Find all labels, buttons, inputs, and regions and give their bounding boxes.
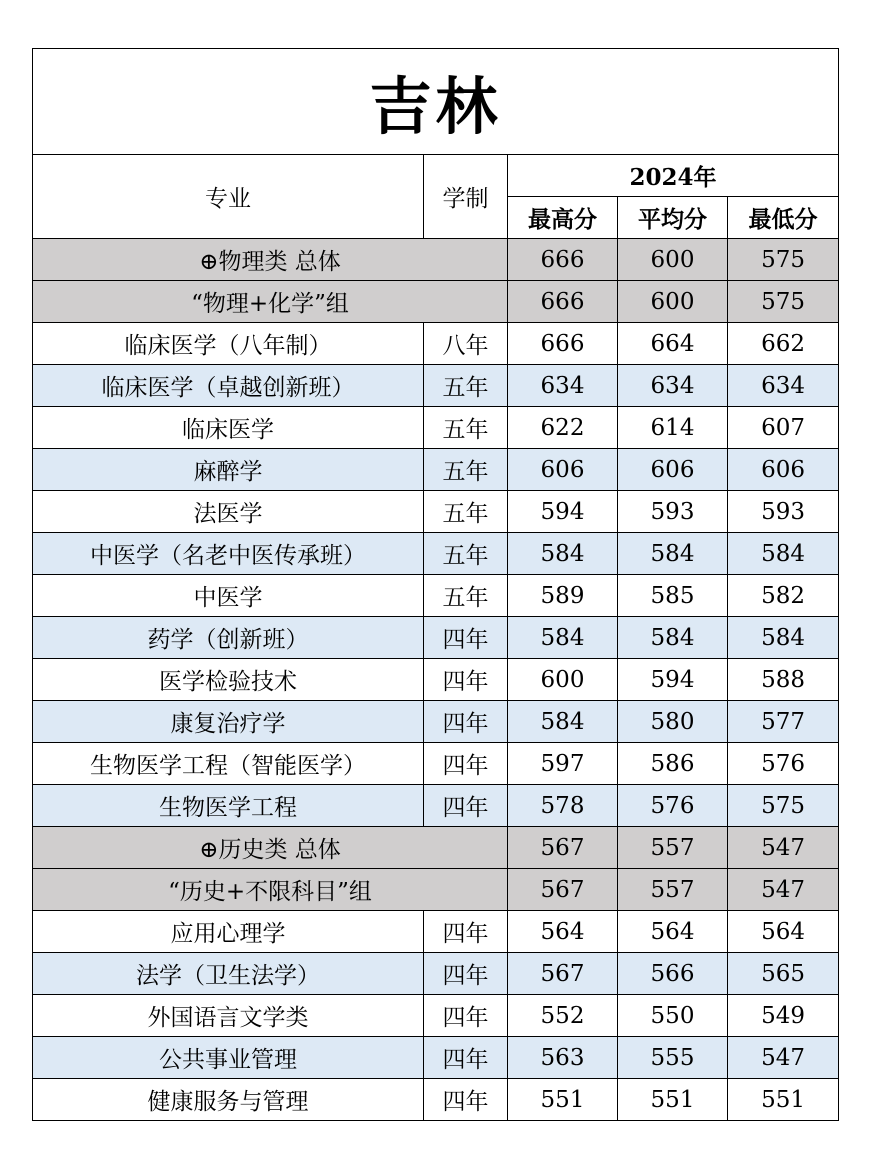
row-name: 中医学 [33,575,424,617]
table-row [33,617,839,659]
header-avg: 平均分 [618,197,728,239]
row-max: 552 [508,995,618,1037]
row-duration: 五年 [424,407,508,449]
row-max: 584 [508,701,618,743]
row-min: 634 [728,365,839,407]
row-min: 549 [728,995,839,1037]
row-avg: 606 [618,449,728,491]
row-min: 551 [728,1079,839,1121]
row-min: 593 [728,491,839,533]
table-row [33,491,839,533]
row-duration: 五年 [424,449,508,491]
table-row [33,575,839,617]
row-avg: 600 [618,281,728,323]
row-min: 576 [728,743,839,785]
table-row [33,953,839,995]
table-row [33,365,839,407]
row-avg: 585 [618,575,728,617]
row-max: 600 [508,659,618,701]
row-avg: 664 [618,323,728,365]
row-min: 588 [728,659,839,701]
row-name: 生物医学工程（智能医学） [33,743,424,785]
header-min: 最低分 [728,197,839,239]
row-max: 564 [508,911,618,953]
row-avg: 550 [618,995,728,1037]
row-max: 567 [508,869,618,911]
table-row [33,1079,839,1121]
row-avg: 614 [618,407,728,449]
row-duration: 四年 [424,1037,508,1079]
row-name: 中医学（名老中医传承班） [33,533,424,575]
row-max: 594 [508,491,618,533]
row-avg: 584 [618,533,728,575]
row-min: 584 [728,617,839,659]
row-min: 584 [728,533,839,575]
table-row [33,239,839,281]
row-name: 外国语言文学类 [33,995,424,1037]
row-name: 公共事业管理 [33,1037,424,1079]
row-min: 575 [728,281,839,323]
row-name: 应用心理学 [33,911,424,953]
row-duration: 四年 [424,785,508,827]
row-name: 临床医学（卓越创新班） [33,365,424,407]
row-min: 606 [728,449,839,491]
row-avg: 555 [618,1037,728,1079]
score-table [32,48,839,1121]
row-duration: 五年 [424,575,508,617]
table-row [33,743,839,785]
row-min: 662 [728,323,839,365]
row-avg: 600 [618,239,728,281]
table-title: 吉林 [33,49,839,155]
row-duration: 八年 [424,323,508,365]
row-duration: 五年 [424,533,508,575]
row-name: 医学检验技术 [33,659,424,701]
table-row [33,869,839,911]
row-duration: 四年 [424,1079,508,1121]
row-max: 597 [508,743,618,785]
table-row [33,659,839,701]
header-max: 最高分 [508,197,618,239]
row-min: 582 [728,575,839,617]
row-min: 547 [728,869,839,911]
table-row [33,407,839,449]
row-duration: 四年 [424,617,508,659]
header-major: 专业 [33,155,424,239]
table-row [33,1037,839,1079]
table-row [33,911,839,953]
row-min: 607 [728,407,839,449]
row-avg: 564 [618,911,728,953]
row-max: 578 [508,785,618,827]
table-row [33,449,839,491]
table-body [33,239,839,1121]
row-min: 575 [728,785,839,827]
row-max: 666 [508,239,618,281]
row-max: 622 [508,407,618,449]
row-avg: 580 [618,701,728,743]
row-max: 551 [508,1079,618,1121]
row-duration: 五年 [424,365,508,407]
row-max: 584 [508,617,618,659]
row-avg: 551 [618,1079,728,1121]
table-row [33,827,839,869]
row-name: 康复治疗学 [33,701,424,743]
row-max: 584 [508,533,618,575]
row-avg: 586 [618,743,728,785]
table-row [33,995,839,1037]
row-name: 法学（卫生法学） [33,953,424,995]
header-year: 2024年 [508,155,839,197]
row-avg: 634 [618,365,728,407]
table-row [33,281,839,323]
row-duration: 四年 [424,659,508,701]
row-name: 法医学 [33,491,424,533]
row-avg: 576 [618,785,728,827]
table-row [33,785,839,827]
row-duration: 四年 [424,743,508,785]
row-name: 药学（创新班） [33,617,424,659]
row-min: 565 [728,953,839,995]
row-name: 生物医学工程 [33,785,424,827]
row-max: 666 [508,323,618,365]
row-duration: 五年 [424,491,508,533]
row-max: 589 [508,575,618,617]
row-duration: 四年 [424,911,508,953]
row-name: “物理+化学”组 [33,281,508,323]
row-min: 564 [728,911,839,953]
table-row [33,323,839,365]
row-duration: 四年 [424,701,508,743]
row-name: 临床医学 [33,407,424,449]
row-name: 健康服务与管理 [33,1079,424,1121]
row-avg: 557 [618,869,728,911]
row-avg: 584 [618,617,728,659]
header-duration: 学制 [424,155,508,239]
row-name: ⊕物理类 总体 [33,239,508,281]
row-duration: 四年 [424,953,508,995]
row-duration: 四年 [424,995,508,1037]
row-name: “历史+不限科目”组 [33,869,508,911]
row-max: 563 [508,1037,618,1079]
row-min: 547 [728,827,839,869]
row-avg: 593 [618,491,728,533]
row-avg: 594 [618,659,728,701]
row-name: 麻醉学 [33,449,424,491]
row-max: 666 [508,281,618,323]
table-row [33,533,839,575]
row-avg: 566 [618,953,728,995]
row-max: 606 [508,449,618,491]
row-max: 567 [508,953,618,995]
row-name: ⊕历史类 总体 [33,827,508,869]
table-row [33,701,839,743]
row-min: 575 [728,239,839,281]
row-min: 577 [728,701,839,743]
row-max: 567 [508,827,618,869]
row-name: 临床医学（八年制） [33,323,424,365]
row-avg: 557 [618,827,728,869]
row-min: 547 [728,1037,839,1079]
row-max: 634 [508,365,618,407]
